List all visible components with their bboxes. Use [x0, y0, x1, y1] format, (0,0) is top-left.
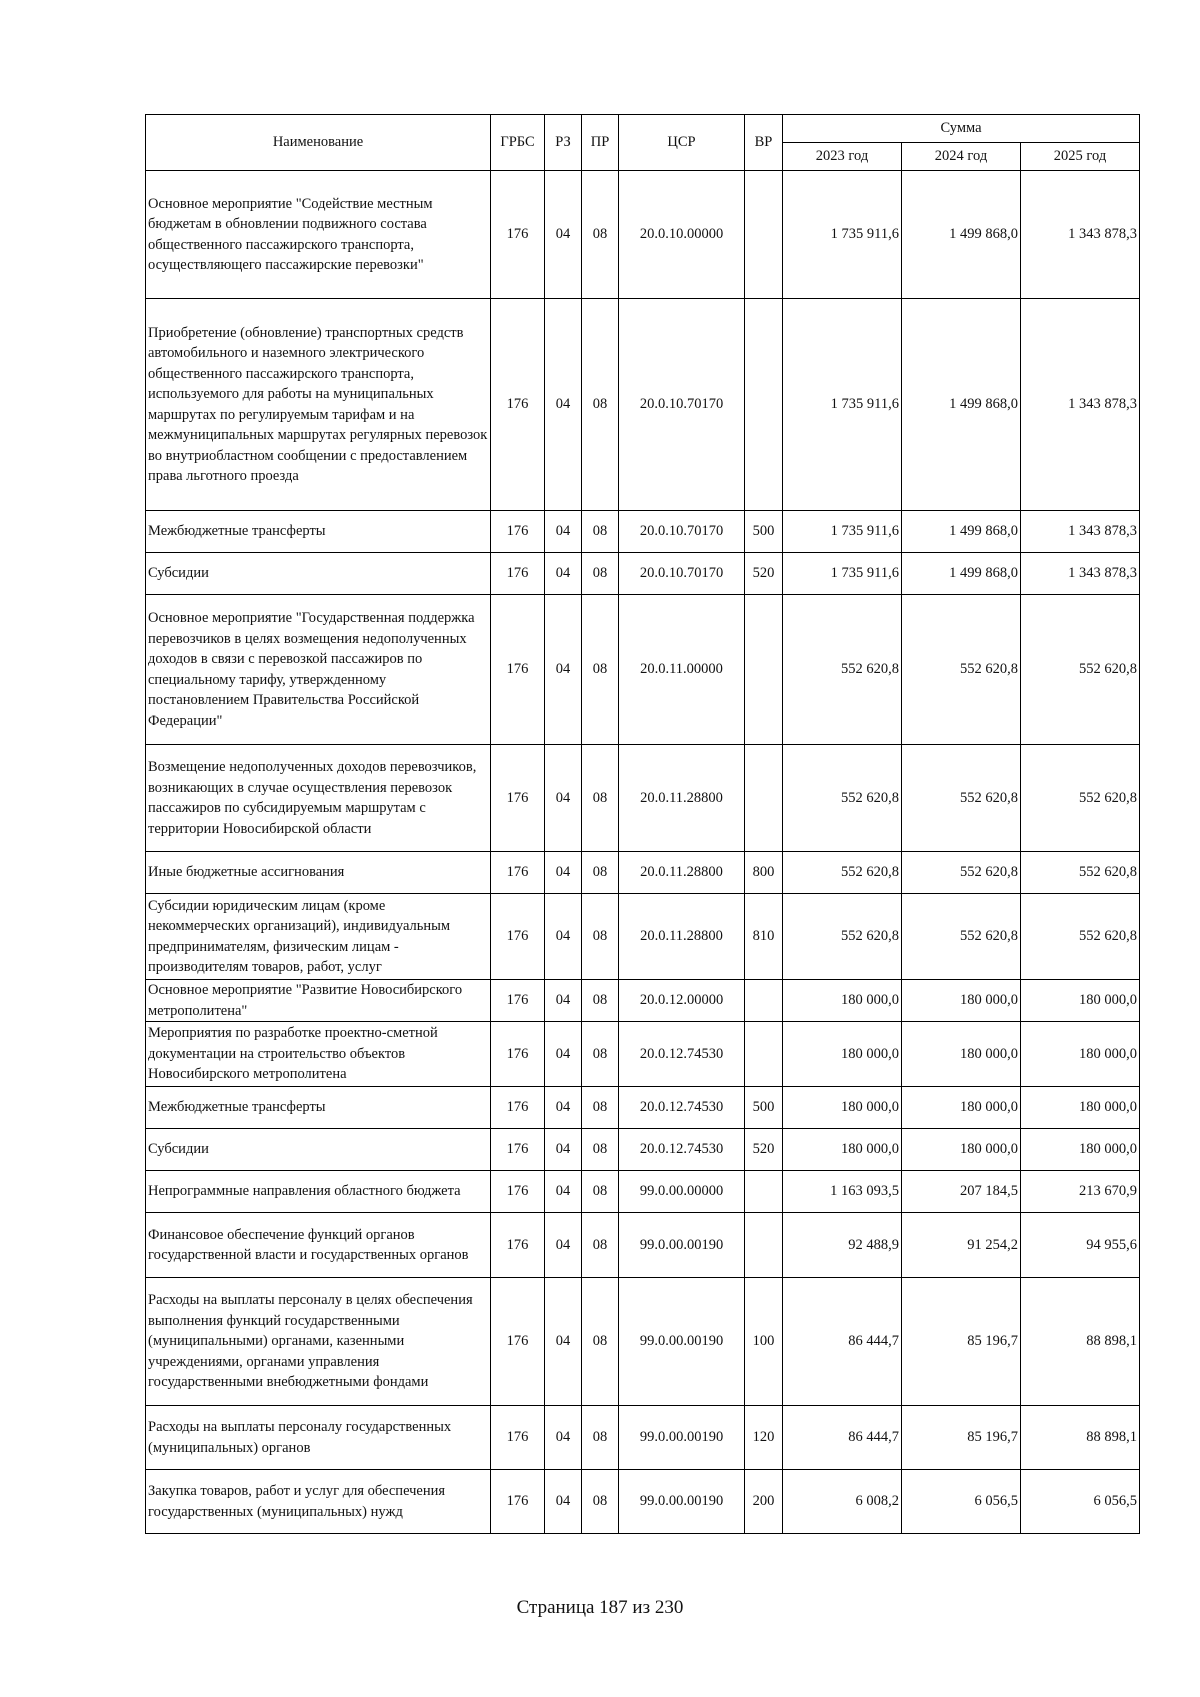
cell-pr: 08	[582, 299, 619, 511]
cell-csr: 99.0.00.00190	[619, 1470, 745, 1534]
cell-2023: 92 488,9	[783, 1213, 902, 1278]
cell-rz: 04	[545, 553, 582, 595]
cell-2024: 180 000,0	[902, 1129, 1021, 1171]
cell-pr: 08	[582, 1278, 619, 1406]
table-row	[146, 299, 1140, 511]
cell-name: Межбюджетные трансферты	[146, 1087, 491, 1129]
cell-pr: 08	[582, 1213, 619, 1278]
cell-name: Расходы на выплаты персоналу в целях обеспечения выполнения функций государственными (муниципальными) органами, казенными учреждениями, органами управления государственными внебюджетными фондами	[146, 1278, 491, 1406]
cell-2025: 180 000,0	[1021, 1022, 1140, 1087]
table-row	[146, 595, 1140, 745]
cell-vr	[745, 1022, 783, 1087]
cell-csr: 20.0.11.28800	[619, 852, 745, 894]
cell-pr: 08	[582, 1129, 619, 1171]
cell-vr: 500	[745, 1087, 783, 1129]
header-name: Наименование	[146, 115, 491, 171]
cell-2025: 88 898,1	[1021, 1278, 1140, 1406]
cell-pr: 08	[582, 1406, 619, 1470]
table-row	[146, 1470, 1140, 1534]
cell-vr	[745, 980, 783, 1022]
cell-2025: 213 670,9	[1021, 1171, 1140, 1213]
cell-2024: 85 196,7	[902, 1278, 1021, 1406]
cell-csr: 20.0.11.28800	[619, 745, 745, 852]
cell-rz: 04	[545, 1278, 582, 1406]
cell-name: Расходы на выплаты персоналу государственных (муниципальных) органов	[146, 1406, 491, 1470]
cell-vr: 810	[745, 894, 783, 980]
cell-pr: 08	[582, 553, 619, 595]
cell-csr: 20.0.12.74530	[619, 1129, 745, 1171]
cell-rz: 04	[545, 980, 582, 1022]
cell-grbs: 176	[491, 852, 545, 894]
cell-vr	[745, 1171, 783, 1213]
cell-csr: 20.0.10.70170	[619, 299, 745, 511]
cell-2023: 1 163 093,5	[783, 1171, 902, 1213]
cell-rz: 04	[545, 1213, 582, 1278]
cell-rz: 04	[545, 1406, 582, 1470]
table-row	[146, 1087, 1140, 1129]
table-row	[146, 894, 1140, 980]
cell-grbs: 176	[491, 1087, 545, 1129]
cell-grbs: 176	[491, 171, 545, 299]
cell-2023: 180 000,0	[783, 1022, 902, 1087]
header-vr: ВР	[745, 115, 783, 171]
cell-2024: 1 499 868,0	[902, 171, 1021, 299]
cell-name: Финансовое обеспечение функций органов государственной власти и государственных органов	[146, 1213, 491, 1278]
cell-csr: 99.0.00.00190	[619, 1406, 745, 1470]
table-row	[146, 745, 1140, 852]
cell-vr: 500	[745, 511, 783, 553]
cell-2023: 552 620,8	[783, 852, 902, 894]
cell-2025: 88 898,1	[1021, 1406, 1140, 1470]
cell-2023: 180 000,0	[783, 980, 902, 1022]
cell-2025: 1 343 878,3	[1021, 511, 1140, 553]
table-body	[146, 171, 1140, 1534]
table-row	[146, 1129, 1140, 1171]
cell-csr: 99.0.00.00000	[619, 1171, 745, 1213]
cell-rz: 04	[545, 511, 582, 553]
cell-grbs: 176	[491, 745, 545, 852]
table-row	[146, 1278, 1140, 1406]
header-sum: Сумма	[783, 115, 1140, 143]
cell-rz: 04	[545, 299, 582, 511]
cell-name: Мероприятия по разработке проектно-сметной документации на строительство объектов Новосибирского метрополитена	[146, 1022, 491, 1087]
cell-csr: 99.0.00.00190	[619, 1213, 745, 1278]
cell-pr: 08	[582, 1470, 619, 1534]
cell-2025: 1 343 878,3	[1021, 553, 1140, 595]
cell-rz: 04	[545, 1087, 582, 1129]
cell-csr: 20.0.11.00000	[619, 595, 745, 745]
cell-csr: 20.0.12.74530	[619, 1022, 745, 1087]
budget-table	[145, 114, 1140, 1534]
cell-name: Приобретение (обновление) транспортных средств автомобильного и наземного электрического общественного пассажирского транспорта, используемого для работы на муниципальных маршрутах по регулируемым тарифам и на межмуниципальных маршрутах регулярных перевозок во внутриобластном сообщении с предоставлением права льготного проезда	[146, 299, 491, 511]
cell-grbs: 176	[491, 511, 545, 553]
cell-2023: 1 735 911,6	[783, 511, 902, 553]
cell-2024: 91 254,2	[902, 1213, 1021, 1278]
cell-name: Возмещение недополученных доходов перевозчиков, возникающих в случае осуществления перевозок пассажиров по субсидируемым маршрутам с территории Новосибирской области	[146, 745, 491, 852]
cell-pr: 08	[582, 595, 619, 745]
cell-2024: 6 056,5	[902, 1470, 1021, 1534]
cell-rz: 04	[545, 745, 582, 852]
cell-2024: 1 499 868,0	[902, 553, 1021, 595]
cell-grbs: 176	[491, 1129, 545, 1171]
cell-2025: 6 056,5	[1021, 1470, 1140, 1534]
cell-grbs: 176	[491, 980, 545, 1022]
cell-grbs: 176	[491, 1470, 545, 1534]
cell-pr: 08	[582, 171, 619, 299]
cell-name: Субсидии юридическим лицам (кроме некоммерческих организаций), индивидуальным предпринимателям, физическим лицам - производителям товаров, работ, услуг	[146, 894, 491, 980]
cell-rz: 04	[545, 852, 582, 894]
cell-rz: 04	[545, 595, 582, 745]
cell-pr: 08	[582, 1087, 619, 1129]
cell-rz: 04	[545, 171, 582, 299]
cell-2023: 86 444,7	[783, 1278, 902, 1406]
table-row	[146, 1171, 1140, 1213]
cell-vr: 520	[745, 1129, 783, 1171]
cell-csr: 20.0.10.70170	[619, 553, 745, 595]
cell-2023: 552 620,8	[783, 595, 902, 745]
cell-name: Непрограммные направления областного бюджета	[146, 1171, 491, 1213]
cell-grbs: 176	[491, 595, 545, 745]
cell-vr: 100	[745, 1278, 783, 1406]
cell-2024: 552 620,8	[902, 894, 1021, 980]
cell-grbs: 176	[491, 553, 545, 595]
cell-rz: 04	[545, 1470, 582, 1534]
cell-vr: 120	[745, 1406, 783, 1470]
table-row	[146, 1406, 1140, 1470]
cell-vr	[745, 1213, 783, 1278]
header-rz: РЗ	[545, 115, 582, 171]
table-row	[146, 1022, 1140, 1087]
cell-name: Межбюджетные трансферты	[146, 511, 491, 553]
cell-2024: 552 620,8	[902, 745, 1021, 852]
cell-vr	[745, 299, 783, 511]
cell-2023: 1 735 911,6	[783, 553, 902, 595]
header-grbs: ГРБС	[491, 115, 545, 171]
cell-2025: 1 343 878,3	[1021, 299, 1140, 511]
cell-pr: 08	[582, 852, 619, 894]
cell-2023: 6 008,2	[783, 1470, 902, 1534]
cell-pr: 08	[582, 980, 619, 1022]
cell-2023: 180 000,0	[783, 1087, 902, 1129]
cell-pr: 08	[582, 1022, 619, 1087]
cell-2023: 86 444,7	[783, 1406, 902, 1470]
cell-pr: 08	[582, 511, 619, 553]
cell-2025: 94 955,6	[1021, 1213, 1140, 1278]
cell-vr	[745, 171, 783, 299]
cell-2025: 180 000,0	[1021, 1087, 1140, 1129]
cell-name: Субсидии	[146, 553, 491, 595]
header-2024: 2024 год	[902, 143, 1021, 171]
table-row	[146, 171, 1140, 299]
cell-name: Основное мероприятие "Государственная поддержка перевозчиков в целях возмещения недополученных доходов в связи с перевозкой пассажиров по специальному тарифу, утвержденному постановлением Правительства Российской Федерации"	[146, 595, 491, 745]
table-row	[146, 553, 1140, 595]
cell-vr	[745, 595, 783, 745]
cell-pr: 08	[582, 745, 619, 852]
cell-2024: 552 620,8	[902, 852, 1021, 894]
table-row	[146, 852, 1140, 894]
cell-vr: 800	[745, 852, 783, 894]
cell-2024: 552 620,8	[902, 595, 1021, 745]
cell-2025: 552 620,8	[1021, 745, 1140, 852]
cell-2023: 1 735 911,6	[783, 171, 902, 299]
cell-grbs: 176	[491, 1406, 545, 1470]
cell-rz: 04	[545, 1171, 582, 1213]
cell-2023: 552 620,8	[783, 745, 902, 852]
cell-2024: 1 499 868,0	[902, 511, 1021, 553]
cell-2024: 85 196,7	[902, 1406, 1021, 1470]
cell-2024: 180 000,0	[902, 980, 1021, 1022]
header-2023: 2023 год	[783, 143, 902, 171]
cell-pr: 08	[582, 894, 619, 980]
page-number: Страница 187 из 230	[516, 1597, 684, 1618]
header-pr: ПР	[582, 115, 619, 171]
cell-grbs: 176	[491, 299, 545, 511]
cell-name: Иные бюджетные ассигнования	[146, 852, 491, 894]
header-csr: ЦСР	[619, 115, 745, 171]
table-header	[146, 115, 1140, 171]
cell-name: Субсидии	[146, 1129, 491, 1171]
cell-rz: 04	[545, 1022, 582, 1087]
cell-pr: 08	[582, 1171, 619, 1213]
cell-name: Основное мероприятие "Содействие местным бюджетам в обновлении подвижного состава общественного пассажирского транспорта, осуществляющего пассажирские перевозки"	[146, 171, 491, 299]
cell-2025: 552 620,8	[1021, 852, 1140, 894]
cell-name: Основное мероприятие "Развитие Новосибирского метрополитена"	[146, 980, 491, 1022]
cell-csr: 20.0.12.00000	[619, 980, 745, 1022]
cell-2025: 180 000,0	[1021, 980, 1140, 1022]
cell-csr: 20.0.10.70170	[619, 511, 745, 553]
cell-2025: 552 620,8	[1021, 595, 1140, 745]
cell-2025: 180 000,0	[1021, 1129, 1140, 1171]
cell-grbs: 176	[491, 1171, 545, 1213]
cell-2024: 1 499 868,0	[902, 299, 1021, 511]
cell-vr: 200	[745, 1470, 783, 1534]
cell-grbs: 176	[491, 1022, 545, 1087]
cell-2024: 207 184,5	[902, 1171, 1021, 1213]
cell-grbs: 176	[491, 1213, 545, 1278]
cell-2023: 1 735 911,6	[783, 299, 902, 511]
cell-2024: 180 000,0	[902, 1022, 1021, 1087]
cell-csr: 20.0.12.74530	[619, 1087, 745, 1129]
cell-2025: 552 620,8	[1021, 894, 1140, 980]
cell-vr: 520	[745, 553, 783, 595]
cell-2023: 180 000,0	[783, 1129, 902, 1171]
cell-rz: 04	[545, 894, 582, 980]
header-2025: 2025 год	[1021, 143, 1140, 171]
table-row	[146, 980, 1140, 1022]
table-row	[146, 1213, 1140, 1278]
cell-2023: 552 620,8	[783, 894, 902, 980]
cell-csr: 20.0.11.28800	[619, 894, 745, 980]
cell-2025: 1 343 878,3	[1021, 171, 1140, 299]
cell-grbs: 176	[491, 894, 545, 980]
cell-2024: 180 000,0	[902, 1087, 1021, 1129]
table-row	[146, 511, 1140, 553]
cell-name: Закупка товаров, работ и услуг для обеспечения государственных (муниципальных) нужд	[146, 1470, 491, 1534]
cell-vr	[745, 745, 783, 852]
cell-grbs: 176	[491, 1278, 545, 1406]
cell-csr: 99.0.00.00190	[619, 1278, 745, 1406]
cell-rz: 04	[545, 1129, 582, 1171]
cell-csr: 20.0.10.00000	[619, 171, 745, 299]
